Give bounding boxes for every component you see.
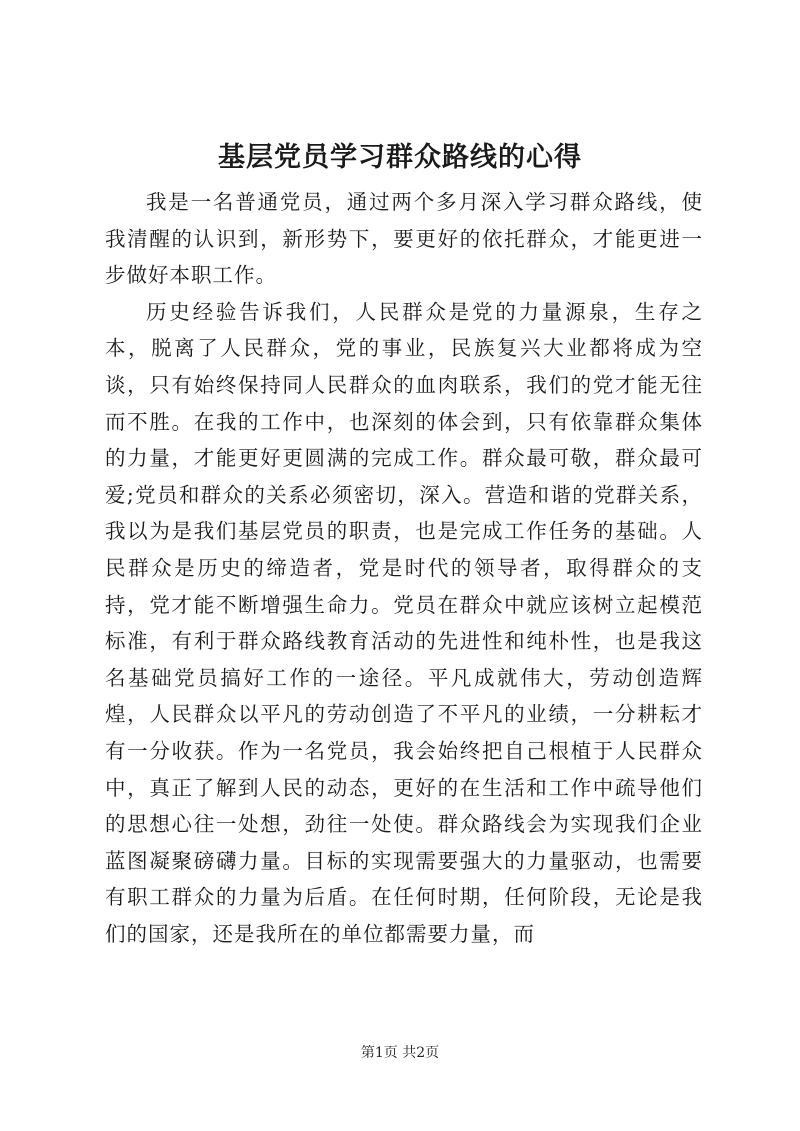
document-title: 基层党员学习群众路线的心得 <box>218 142 582 173</box>
paragraph-intro: 我是一名普通党员，通过两个多月深入学习群众路线，使我清醒的认识到，新形势下，要更好的依托群众，才能更进一步做好本职工作。 <box>105 190 703 288</box>
document-body <box>105 184 703 952</box>
page-number-footer: 第1页 共2页 <box>360 1045 440 1061</box>
paragraph-main: 历史经验告诉我们，人民群众是党的力量源泉，生存之本，脱离了人民群众，党的事业，民族复兴大业都将成为空谈，只有始终保持同人民群众的血肉联系，我们的党才能无往而不胜。在我的工作中，也深刻的体会到，只有依靠群众集体的力量，才能更好更圆满的完成工作。群众最可敬，群众最可爱;党员和群众的关系必须密切，深入。营造和谐的党群关系，我以为是我们基层党员的职责，也是完成工作任务的基础。人民群众是历史的缔造者，党是时代的领导者，取得群众的支持，党才能不断增强生命力。党员在群众中就应该树立起模范标准，有利于群众路线教育活动的先进性和纯朴性，也是我这名基础党员搞好工作的一途径。平凡成就伟大，劳动创造辉煌，人民群众以平凡的劳动创造了不平凡的业绩，一分耕耘才有一分收获。作为一名党员，我会始终把自己根植于人民群众中，真正了解到人民的动态，更好的在生活和工作中疏导他们的思想心往一处想，劲往一处使。群众路线会为实现我们企业蓝图凝聚磅礴力量。目标的实现需要强大的力量驱动，也需要有职工群众的力量为后盾。在任何时期，任何阶段，无论是我们的国家，还是我所在的单位都需要力量，而 <box>105 299 703 946</box>
